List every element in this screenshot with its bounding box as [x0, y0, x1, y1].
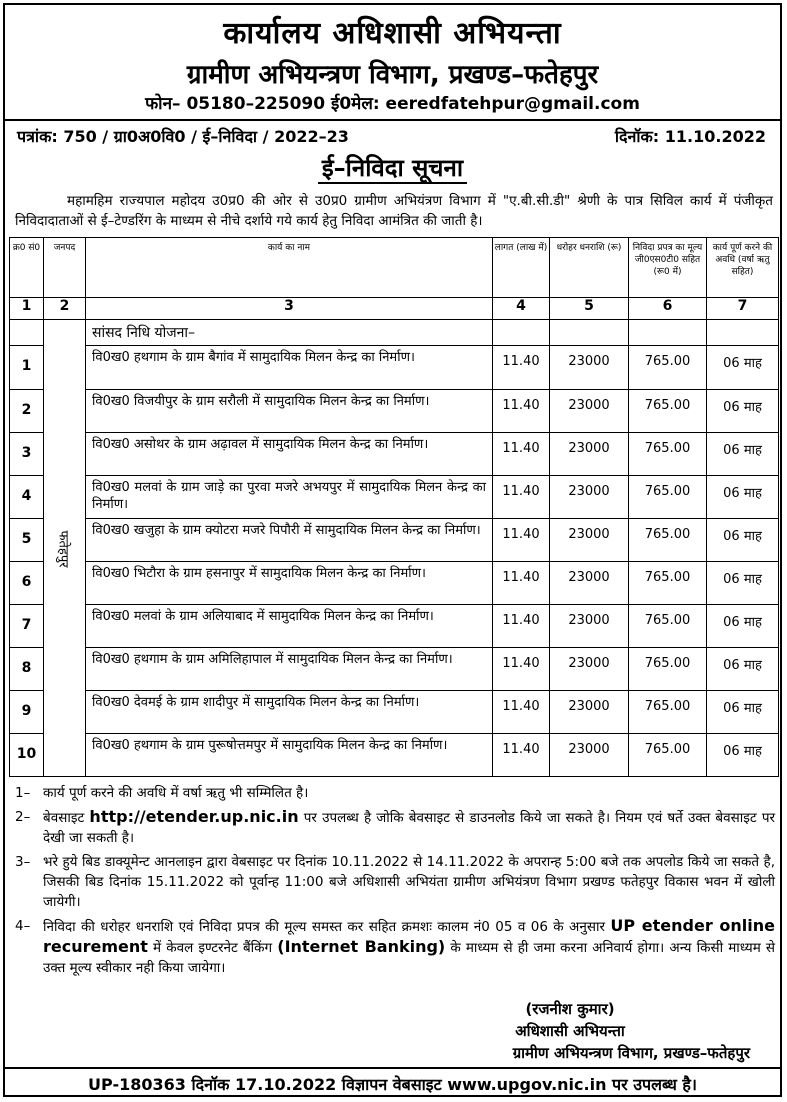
row-work: वि0ख0 विजयीपुर के ग्राम सरौली में सामुदायिक मिलन केन्द्र का निर्माण। — [86, 390, 493, 433]
row-fee: 765.00 — [629, 648, 707, 691]
department-title: ग्रामीण अभियन्त्रण विभाग, प्रखण्ड–फतेहपुर — [186, 60, 599, 90]
row-sno: 6 — [10, 562, 44, 605]
row-deposit: 23000 — [550, 390, 629, 433]
row-deposit: 23000 — [550, 433, 629, 476]
row-cost: 11.40 — [493, 519, 550, 562]
row-fee: 765.00 — [629, 476, 707, 519]
contact-line: फोन– 05180–225090 ई0मेल: eeredfatehpur@gmail.com — [145, 94, 640, 114]
row-fee: 765.00 — [629, 346, 707, 390]
row-sno: 7 — [10, 605, 44, 648]
row-fee: 765.00 — [629, 691, 707, 734]
col-num: 2 — [44, 298, 86, 320]
office-title: कार्यालय अधिशासी अभियन्ता — [223, 16, 562, 51]
note-text: भरे हुये बिड डाक्यूमेन्ट आनलाइन द्वारा वेबसाइट पर दिनांक 10.11.2022 से 14.11.2022 के अपरान्ह 5:00 बजे तक अपलोड किये जा सकते है, जिसकी बिड दिनांक 15.11.2022 को पूर्वान्ह 11:00 बजे अधिशासी अभियंता ग्रामीण अभियंत्रण विभाग प्रखण्ड फतेहपुर विकास भवन में खोली जायेगी। — [43, 854, 775, 910]
table-row — [10, 519, 779, 562]
table-row — [10, 605, 779, 648]
note-item — [15, 807, 775, 848]
notice-title: ई–निविदा सूचना — [5, 151, 780, 184]
note-number: 4– — [15, 918, 31, 934]
row-cost: 11.40 — [493, 433, 550, 476]
row-work: वि0ख0 मलवां के ग्राम जाड़े का पुरवा मजरे अभयपुर में सामुदायिक मिलन केन्द्र का निर्माण। — [86, 476, 493, 519]
row-work: वि0ख0 देवमई के ग्राम शादीपुर में सामुदायिक मिलन केन्द्र का निर्माण। — [86, 691, 493, 734]
row-duration: 06 माह — [707, 519, 779, 562]
col-num: 3 — [86, 298, 493, 320]
row-deposit: 23000 — [550, 476, 629, 519]
row-cost: 11.40 — [493, 346, 550, 390]
header-district: जनपद — [44, 238, 86, 298]
row-deposit: 23000 — [550, 691, 629, 734]
row-sno: 9 — [10, 691, 44, 734]
row-cost: 11.40 — [493, 648, 550, 691]
row-sno: 1 — [10, 346, 44, 390]
row-deposit: 23000 — [550, 734, 629, 777]
row-fee: 765.00 — [629, 605, 707, 648]
note-bold-text: (Internet Banking) — [277, 937, 446, 956]
row-work: वि0ख0 हथगाम के ग्राम अमिलिहापाल में सामुदायिक मिलन केन्द्र का निर्माण। — [86, 648, 493, 691]
row-sno: 3 — [10, 433, 44, 476]
footer-line: UP-180363 दिनॉक 17.10.2022 विज्ञापन वेबसाइट www.upgov.nic.in पर उपलब्ध है। — [88, 1075, 697, 1094]
row-duration: 06 माह — [707, 476, 779, 519]
table-row — [10, 476, 779, 519]
header-cost: लागत (लाख में) — [493, 238, 550, 298]
table-row — [10, 433, 779, 476]
table-row — [10, 562, 779, 605]
header-work: कार्य का नाम — [86, 238, 493, 298]
row-fee: 765.00 — [629, 433, 707, 476]
table-row — [10, 346, 779, 390]
note-text: पर उपलब्ध है जोकि बेवसाइट से डाउनलोड किये जा सकते है। नियम एवं षर्ते उक्त बेवसाइट पर देखी जा सकती है। — [43, 810, 776, 846]
row-work: वि0ख0 हथगाम के ग्राम पुरूषोत्तमपुर में सामुदायिक मिलन केन्द्र का निर्माण। — [86, 734, 493, 777]
works-table — [9, 237, 779, 777]
row-sno: 4 — [10, 476, 44, 519]
row-sno: 8 — [10, 648, 44, 691]
row-work: वि0ख0 हथगाम के ग्राम बैगांव में सामुदायिक मिलन केन्द्र का निर्माण। — [86, 346, 493, 390]
tender-notice-page — [3, 3, 782, 1097]
note-text: कार्य पूर्ण करने की अवधि में वर्षा ऋतु भी सम्मिलित है। — [43, 785, 309, 801]
row-deposit: 23000 — [550, 346, 629, 390]
table-header-row — [10, 238, 779, 298]
row-work: वि0ख0 खजुहा के ग्राम क्योटरा मजरे पिपौरी में सामुदायिक मिलन केन्द्र का निर्माण। — [86, 519, 493, 562]
signatory-name: (रजनीश कुमार) — [525, 1000, 615, 1018]
row-work: वि0ख0 भिटौरा के ग्राम हसनापुर में सामुदायिक मिलन केन्द्र का निर्माण। — [86, 562, 493, 605]
signature-block — [390, 998, 750, 1064]
divider — [5, 1067, 780, 1069]
row-fee: 765.00 — [629, 519, 707, 562]
row-cost: 11.40 — [493, 476, 550, 519]
row-sno: 2 — [10, 390, 44, 433]
scheme-name: सांसद निधि योजना– — [86, 320, 493, 346]
row-duration: 06 माह — [707, 433, 779, 476]
note-text: में केवल इण्टरनेट बैंकिंग — [153, 940, 273, 956]
header-deposit: धरोहर धनराशि (रू) — [550, 238, 629, 298]
row-deposit: 23000 — [550, 648, 629, 691]
col-num: 6 — [629, 298, 707, 320]
header-fee: निविदा प्रपत्र का मूल्य जी0एस0टी0 सहित (रू0 में) — [629, 238, 707, 298]
row-sno: 10 — [10, 734, 44, 777]
row-duration: 06 माह — [707, 346, 779, 390]
row-duration: 06 माह — [707, 605, 779, 648]
column-number-row — [10, 298, 779, 320]
row-cost: 11.40 — [493, 734, 550, 777]
note-text: बेवसाइट — [43, 810, 85, 826]
row-fee: 765.00 — [629, 562, 707, 605]
row-work: वि0ख0 मलवां के ग्राम अलियाबाद में सामुदायिक मिलन केन्द्र का निर्माण। — [86, 605, 493, 648]
row-duration: 06 माह — [707, 562, 779, 605]
note-number: 2– — [15, 809, 31, 825]
header-sno: क्र0 सं0 — [10, 238, 44, 298]
signatory-office: ग्रामीण अभियन्त्रण विभाग, प्रखण्ड–फतेहपुर — [512, 1044, 750, 1062]
col-num: 1 — [10, 298, 44, 320]
note-item — [15, 916, 775, 978]
row-cost: 11.40 — [493, 390, 550, 433]
row-fee: 765.00 — [629, 734, 707, 777]
col-num: 7 — [707, 298, 779, 320]
reference-number: पत्रांक: 750 / ग्रा0अ0वि0 / ई–निविदा / 2022–23 — [17, 127, 349, 146]
row-deposit: 23000 — [550, 562, 629, 605]
note-item — [15, 852, 775, 912]
row-cost: 11.40 — [493, 605, 550, 648]
note-text: के माध्यम से ही जमा करना अनिवार्य होगा। अन्य किसी माध्यम से उक्त मूल्य स्वीकार नही किया जायेगा। — [43, 940, 775, 976]
row-duration: 06 माह — [707, 648, 779, 691]
note-number: 3– — [15, 854, 31, 870]
notes-section — [15, 783, 775, 982]
note-item — [15, 783, 775, 803]
row-duration: 06 माह — [707, 734, 779, 777]
table-row — [10, 390, 779, 433]
table-row — [10, 691, 779, 734]
header-duration: कार्य पूर्ण करने की अवधि (वर्षा ऋतु सहित) — [707, 238, 779, 298]
signatory-designation: अधिशासी अभियन्ता — [515, 1022, 625, 1040]
col-num: 5 — [550, 298, 629, 320]
table-row — [10, 734, 779, 777]
intro-paragraph: महामहिम राज्यपाल महोदय उ0प्र0 की ओर से उ0प्र0 ग्रामीण अभियंत्रण विभाग में "ए.बी.सी.डी" श्रेणी के पात्र सिविल कार्य में पंजीकृत निविदादाताओं से ई–टेण्डरिंग के माध्यम से नीचे दर्शाये गये कार्य हेतु निविदा आमंत्रित की जाती है। — [15, 193, 773, 229]
note-number: 1– — [15, 785, 31, 801]
row-sno: 5 — [10, 519, 44, 562]
row-fee: 765.00 — [629, 390, 707, 433]
divider — [5, 119, 780, 121]
row-duration: 06 माह — [707, 691, 779, 734]
district-cell: फतेहपुर — [44, 320, 86, 777]
note-text: निविदा की धरोहर धनराशि एवं निविदा प्रपत्र की मूल्य समस्त कर सहित क्रमशः कालम नं0 05 व 06 के अनुसार — [43, 919, 606, 935]
scheme-row — [10, 320, 779, 346]
reference-date: दिनॉक: 11.10.2022 — [614, 127, 766, 146]
row-deposit: 23000 — [550, 519, 629, 562]
row-cost: 11.40 — [493, 562, 550, 605]
col-num: 4 — [493, 298, 550, 320]
etender-link[interactable]: http://etender.up.nic.in — [89, 807, 299, 826]
row-duration: 06 माह — [707, 390, 779, 433]
row-deposit: 23000 — [550, 605, 629, 648]
note-bold-text: UP etender online recurement — [43, 916, 775, 956]
row-work: वि0ख0 असोथर के ग्राम अढ़ावल में सामुदायिक मिलन केन्द्र का निर्माण। — [86, 433, 493, 476]
table-row — [10, 648, 779, 691]
row-cost: 11.40 — [493, 691, 550, 734]
